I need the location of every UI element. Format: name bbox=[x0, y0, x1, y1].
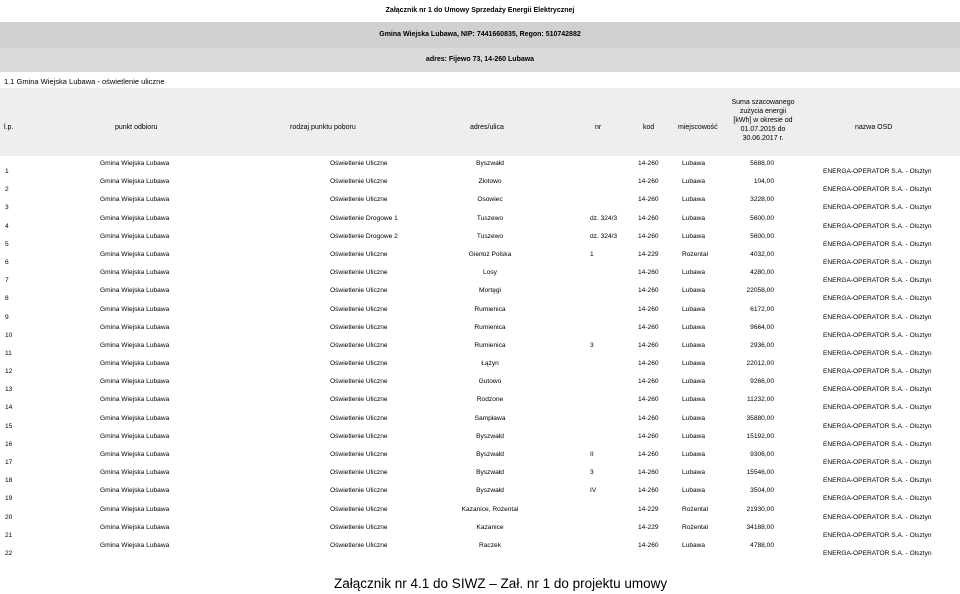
row-punkt: Gmina Wiejska Lubawa bbox=[100, 305, 170, 313]
row-punkt: Gmina Wiejska Lubawa bbox=[100, 487, 170, 495]
row-osd: ENERGA-OPERATOR S.A. - Olsztyn bbox=[823, 531, 932, 539]
row-osd: ENERGA-OPERATOR S.A. - Olsztyn bbox=[823, 258, 932, 266]
row-nr: 3 bbox=[590, 469, 594, 477]
row-punkt: Gmina Wiejska Lubawa bbox=[100, 269, 170, 277]
row-suma: 22012,00 bbox=[746, 360, 774, 368]
row-suma: 34188,00 bbox=[746, 523, 774, 531]
row-suma: 104,00 bbox=[753, 178, 774, 186]
row-lp: 17 bbox=[5, 459, 13, 466]
row-adres: Rumienica bbox=[474, 305, 506, 313]
row-adres: Byszwałd bbox=[476, 432, 504, 440]
row-osd: ENERGA-OPERATOR S.A. - Olsztyn bbox=[823, 422, 932, 430]
row-osd: ENERGA-OPERATOR S.A. - Olsztyn bbox=[823, 513, 932, 521]
row-rodzaj: Oświetlenie Uliczne bbox=[330, 432, 388, 440]
table-row bbox=[0, 376, 960, 394]
row-miejscowosc: Lubawa bbox=[682, 469, 706, 477]
row-lp: 11 bbox=[5, 349, 12, 357]
row-nr: dz. 324/3 bbox=[590, 232, 618, 240]
col-osd: nazwa OSD bbox=[855, 124, 893, 131]
row-osd: ENERGA-OPERATOR S.A. - Olsztyn bbox=[823, 404, 932, 412]
row-punkt: Gmina Wiejska Lubawa bbox=[100, 451, 170, 458]
row-miejscowosc: Lubawa bbox=[682, 178, 706, 186]
table-row bbox=[0, 304, 960, 322]
row-lp: 16 bbox=[5, 440, 13, 448]
row-lp: 9 bbox=[5, 313, 9, 321]
table-row bbox=[0, 467, 960, 485]
table-row bbox=[0, 449, 960, 467]
row-adres: Gierłoż Polska bbox=[468, 250, 512, 258]
row-lp: 21 bbox=[5, 531, 13, 539]
row-miejscowosc: Lubawa bbox=[682, 360, 706, 368]
row-adres: Raczek bbox=[479, 541, 501, 549]
row-adres: Tuszewo bbox=[476, 232, 504, 240]
row-kod: 14-229 bbox=[638, 523, 659, 531]
row-miejscowosc: Rożental bbox=[682, 250, 709, 258]
row-lp: 2 bbox=[5, 186, 9, 194]
table-row bbox=[0, 249, 960, 267]
row-suma: 5688,00 bbox=[750, 160, 774, 167]
row-miejscowosc: Rożental bbox=[682, 523, 709, 531]
row-miejscowosc: Lubawa bbox=[682, 414, 706, 422]
row-adres: Kazanice bbox=[476, 523, 504, 531]
row-punkt: Gmina Wiejska Lubawa bbox=[100, 323, 170, 331]
row-kod: 14-260 bbox=[638, 451, 659, 458]
row-suma: 11232,00 bbox=[746, 396, 774, 404]
row-kod: 14-260 bbox=[638, 196, 659, 204]
row-kod: 14-260 bbox=[638, 360, 659, 368]
row-rodzaj: Oświetlenie Uliczne bbox=[330, 160, 388, 167]
row-miejscowosc: Lubawa bbox=[682, 287, 706, 295]
row-rodzaj: Oświetlenie Uliczne bbox=[330, 305, 388, 313]
row-kod: 14-260 bbox=[638, 269, 659, 277]
row-rodzaj: Oświetlenie Uliczne bbox=[330, 269, 388, 277]
row-rodzaj: Oświetlenie Uliczne bbox=[330, 196, 388, 204]
row-nr: IV bbox=[590, 487, 597, 495]
row-lp: 13 bbox=[5, 386, 13, 394]
col-rodzaj: rodzaj punktu poboru bbox=[290, 124, 356, 131]
row-suma: 4788,00 bbox=[750, 541, 774, 549]
table-row bbox=[0, 213, 960, 231]
row-rodzaj: Oświetlenie Uliczne bbox=[330, 505, 388, 513]
row-suma: 6172,00 bbox=[750, 305, 774, 313]
row-miejscowosc: Lubawa bbox=[682, 341, 706, 349]
row-punkt: Gmina Wiejska Lubawa bbox=[100, 469, 170, 477]
row-punkt: Gmina Wiejska Lubawa bbox=[100, 178, 170, 186]
row-miejscowosc: Lubawa bbox=[682, 487, 706, 495]
row-adres: Tuszewo bbox=[476, 214, 504, 222]
row-nr: 3 bbox=[590, 341, 594, 349]
row-punkt: Gmina Wiejska Lubawa bbox=[100, 232, 170, 240]
row-punkt: Gmina Wiejska Lubawa bbox=[100, 287, 170, 295]
row-osd: ENERGA-OPERATOR S.A. - Olsztyn bbox=[823, 495, 932, 503]
row-kod: 14-260 bbox=[638, 178, 659, 186]
row-osd: ENERGA-OPERATOR S.A. - Olsztyn bbox=[823, 204, 932, 212]
table-row bbox=[0, 485, 960, 503]
row-kod: 14-260 bbox=[638, 378, 659, 386]
table-header bbox=[0, 88, 960, 156]
row-rodzaj: Oświetlenie Uliczne bbox=[330, 487, 388, 495]
row-adres: Losy bbox=[483, 269, 497, 277]
table-row bbox=[0, 194, 960, 212]
row-kod: 14-260 bbox=[638, 287, 659, 295]
row-lp: 20 bbox=[5, 513, 13, 521]
row-rodzaj: Oświetlenie Drogowe 1 bbox=[330, 214, 398, 222]
col-adres: adres/ulica bbox=[470, 124, 504, 131]
row-lp: 18 bbox=[5, 477, 13, 485]
col-kod: kod bbox=[643, 124, 655, 131]
footer-note: Załącznik nr 4.1 do SIWZ – Zał. nr 1 do projektu umowy bbox=[334, 576, 668, 591]
row-miejscowosc: Lubawa bbox=[682, 214, 706, 222]
row-kod: 14-260 bbox=[638, 341, 659, 349]
row-osd: ENERGA-OPERATOR S.A. - Olsztyn bbox=[823, 331, 932, 339]
row-rodzaj: Oświetlenie Uliczne bbox=[330, 250, 388, 258]
row-rodzaj: Oświetlenie Uliczne bbox=[330, 341, 388, 349]
row-miejscowosc: Lubawa bbox=[682, 196, 706, 204]
row-nr: dz. 324/3 bbox=[590, 214, 618, 222]
row-osd: ENERGA-OPERATOR S.A. - Olsztyn bbox=[823, 313, 932, 321]
row-suma: 35880,00 bbox=[746, 414, 774, 422]
row-kod: 14-229 bbox=[638, 505, 659, 513]
row-rodzaj: Oświetlenie Uliczne bbox=[330, 451, 388, 458]
municipality-info: Gmina Wiejska Lubawa, NIP: 7441660835, Regon: 510742882 bbox=[0, 22, 960, 48]
col-miejscowosc: miejscowość bbox=[678, 124, 718, 131]
row-lp: 6 bbox=[5, 258, 9, 266]
row-adres: Byszwałd bbox=[476, 469, 504, 477]
row-lp: 3 bbox=[5, 204, 9, 212]
row-rodzaj: Oświetlenie Uliczne bbox=[330, 414, 388, 422]
row-suma: 21930,00 bbox=[746, 505, 774, 513]
row-lp: 5 bbox=[5, 240, 9, 248]
row-adres: Kazanice, Rożental bbox=[461, 505, 519, 513]
row-suma: 15546,00 bbox=[746, 469, 774, 477]
row-rodzaj: Oświetlenie Drogowe 2 bbox=[330, 232, 398, 240]
row-suma: 15192,00 bbox=[746, 432, 774, 440]
row-lp: 1 bbox=[5, 168, 9, 175]
row-suma: 5600,00 bbox=[750, 232, 774, 240]
row-suma: 9306,00 bbox=[750, 451, 774, 458]
row-adres: Osowiec bbox=[477, 196, 503, 204]
row-adres: Rumienica bbox=[474, 341, 506, 349]
row-osd: ENERGA-OPERATOR S.A. - Olsztyn bbox=[823, 386, 932, 394]
row-kod: 14-260 bbox=[638, 160, 659, 167]
row-suma: 5600,00 bbox=[750, 214, 774, 222]
row-punkt: Gmina Wiejska Lubawa bbox=[100, 250, 170, 258]
row-miejscowosc: Lubawa bbox=[682, 378, 706, 386]
row-punkt: Gmina Wiejska Lubawa bbox=[100, 214, 170, 222]
table-row bbox=[0, 322, 960, 340]
row-rodzaj: Oświetlenie Uliczne bbox=[330, 396, 388, 404]
row-miejscowosc: Lubawa bbox=[682, 432, 706, 440]
row-lp: 12 bbox=[5, 368, 13, 376]
row-adres: Łążyn bbox=[481, 360, 499, 368]
row-kod: 14-260 bbox=[638, 487, 659, 495]
row-kod: 14-260 bbox=[638, 232, 659, 240]
table-row bbox=[0, 285, 960, 303]
section-title: 1.1 Gmina Wiejska Lubawa - oświetlenie uliczne bbox=[4, 77, 165, 86]
row-lp: 4 bbox=[5, 222, 9, 230]
row-miejscowosc: Lubawa bbox=[682, 160, 706, 167]
row-osd: ENERGA-OPERATOR S.A. - Olsztyn bbox=[823, 368, 932, 376]
row-suma: 3228,00 bbox=[750, 196, 774, 204]
row-rodzaj: Oświetlenie Uliczne bbox=[330, 360, 388, 368]
row-osd: ENERGA-OPERATOR S.A. - Olsztyn bbox=[823, 186, 932, 194]
row-punkt: Gmina Wiejska Lubawa bbox=[100, 523, 170, 531]
table-body bbox=[0, 158, 960, 558]
col-punkt-odbioru: punkt odbioru bbox=[115, 124, 158, 131]
row-adres: Rumienica bbox=[474, 323, 506, 331]
row-rodzaj: Oświetlenie Uliczne bbox=[330, 469, 388, 477]
table-row bbox=[0, 540, 960, 558]
row-rodzaj: Oświetlenie Uliczne bbox=[330, 523, 388, 531]
table-row bbox=[0, 522, 960, 540]
row-adres: Złotowo bbox=[478, 178, 502, 186]
row-lp: 7 bbox=[5, 277, 9, 285]
row-osd: ENERGA-OPERATOR S.A. - Olsztyn bbox=[823, 549, 932, 557]
row-osd: ENERGA-OPERATOR S.A. - Olsztyn bbox=[823, 168, 932, 175]
row-punkt: Gmina Wiejska Lubawa bbox=[100, 541, 170, 549]
row-adres: Gutowo bbox=[478, 378, 502, 386]
col-lp: l.p. bbox=[4, 124, 14, 131]
row-kod: 14-260 bbox=[638, 414, 659, 422]
row-adres: Mortęgi bbox=[479, 287, 501, 295]
address-info: adres: Fijewo 73, 14-260 Lubawa bbox=[0, 48, 960, 72]
row-rodzaj: Oświetlenie Uliczne bbox=[330, 178, 388, 186]
row-punkt: Gmina Wiejska Lubawa bbox=[100, 396, 170, 404]
row-lp: 8 bbox=[5, 295, 9, 303]
table-row bbox=[0, 267, 960, 285]
row-kod: 14-260 bbox=[638, 396, 659, 404]
row-rodzaj: Oświetlenie Uliczne bbox=[330, 378, 388, 386]
table-row bbox=[0, 158, 960, 176]
row-lp: 19 bbox=[5, 495, 13, 503]
table-row bbox=[0, 504, 960, 522]
row-suma: 2936,00 bbox=[750, 341, 774, 349]
row-osd: ENERGA-OPERATOR S.A. - Olsztyn bbox=[823, 222, 932, 230]
row-adres: Rodzone bbox=[476, 396, 504, 404]
row-lp: 10 bbox=[5, 331, 13, 339]
row-osd: ENERGA-OPERATOR S.A. - Olsztyn bbox=[823, 277, 932, 285]
table-row bbox=[0, 231, 960, 249]
row-suma: 9664,00 bbox=[750, 323, 774, 331]
row-suma: 4280,00 bbox=[750, 269, 774, 277]
table-row bbox=[0, 394, 960, 412]
row-osd: ENERGA-OPERATOR S.A. - Olsztyn bbox=[823, 240, 932, 248]
row-suma: 9266,00 bbox=[750, 378, 774, 386]
row-punkt: Gmina Wiejska Lubawa bbox=[100, 360, 170, 368]
row-punkt: Gmina Wiejska Lubawa bbox=[100, 414, 170, 422]
table-row bbox=[0, 431, 960, 449]
table-row bbox=[0, 176, 960, 194]
row-punkt: Gmina Wiejska Lubawa bbox=[100, 505, 170, 513]
row-miejscowosc: Lubawa bbox=[682, 541, 706, 549]
row-adres: Sampława bbox=[474, 414, 506, 422]
row-punkt: Gmina Wiejska Lubawa bbox=[100, 341, 170, 349]
row-lp: 14 bbox=[5, 404, 13, 412]
row-adres: Byszwałd bbox=[476, 451, 504, 458]
row-adres: Byszwałd bbox=[476, 160, 504, 167]
row-miejscowosc: Lubawa bbox=[682, 396, 706, 404]
row-lp: 15 bbox=[5, 422, 13, 430]
row-kod: 14-260 bbox=[638, 541, 659, 549]
row-punkt: Gmina Wiejska Lubawa bbox=[100, 378, 170, 386]
row-punkt: Gmina Wiejska Lubawa bbox=[100, 160, 170, 167]
row-miejscowosc: Lubawa bbox=[682, 232, 706, 240]
col-suma: Suma szacowanego zużycia energii [kWh] w okresie od 01.07.2015 do 30.06.2017 r. bbox=[731, 99, 795, 142]
row-osd: ENERGA-OPERATOR S.A. - Olsztyn bbox=[823, 459, 932, 466]
row-kod: 14-260 bbox=[638, 305, 659, 313]
row-osd: ENERGA-OPERATOR S.A. - Olsztyn bbox=[823, 295, 932, 303]
row-rodzaj: Oświetlenie Uliczne bbox=[330, 323, 388, 331]
row-miejscowosc: Lubawa bbox=[682, 305, 706, 313]
row-kod: 14-260 bbox=[638, 214, 659, 222]
row-rodzaj: Oświetlenie Uliczne bbox=[330, 287, 388, 295]
col-nr: nr bbox=[595, 124, 602, 131]
row-osd: ENERGA-OPERATOR S.A. - Olsztyn bbox=[823, 477, 932, 485]
row-miejscowosc: Lubawa bbox=[682, 269, 706, 277]
row-kod: 14-260 bbox=[638, 323, 659, 331]
table-row bbox=[0, 340, 960, 358]
row-lp: 22 bbox=[5, 549, 13, 557]
row-osd: ENERGA-OPERATOR S.A. - Olsztyn bbox=[823, 349, 932, 357]
row-punkt: Gmina Wiejska Lubawa bbox=[100, 196, 170, 204]
attachment-title: Załącznik nr 1 do Umowy Sprzedaży Energii Elektrycznej bbox=[0, 0, 960, 22]
row-osd: ENERGA-OPERATOR S.A. - Olsztyn bbox=[823, 440, 932, 448]
row-adres: Byszwałd bbox=[476, 487, 504, 495]
row-miejscowosc: Rożental bbox=[682, 505, 709, 513]
row-nr: 1 bbox=[590, 250, 594, 258]
row-kod: 14-260 bbox=[638, 432, 659, 440]
table-row bbox=[0, 413, 960, 431]
row-miejscowosc: Lubawa bbox=[682, 323, 706, 331]
row-suma: 3504,00 bbox=[750, 487, 774, 495]
row-kod: 14-229 bbox=[638, 250, 659, 258]
table-row bbox=[0, 358, 960, 376]
row-rodzaj: Oświetlenie Uliczne bbox=[330, 541, 388, 549]
row-nr: II bbox=[590, 451, 594, 458]
row-suma: 4032,00 bbox=[750, 250, 774, 258]
row-kod: 14-260 bbox=[638, 469, 659, 477]
row-suma: 22058,00 bbox=[746, 287, 774, 295]
row-miejscowosc: Lubawa bbox=[682, 451, 706, 458]
row-punkt: Gmina Wiejska Lubawa bbox=[100, 432, 170, 440]
